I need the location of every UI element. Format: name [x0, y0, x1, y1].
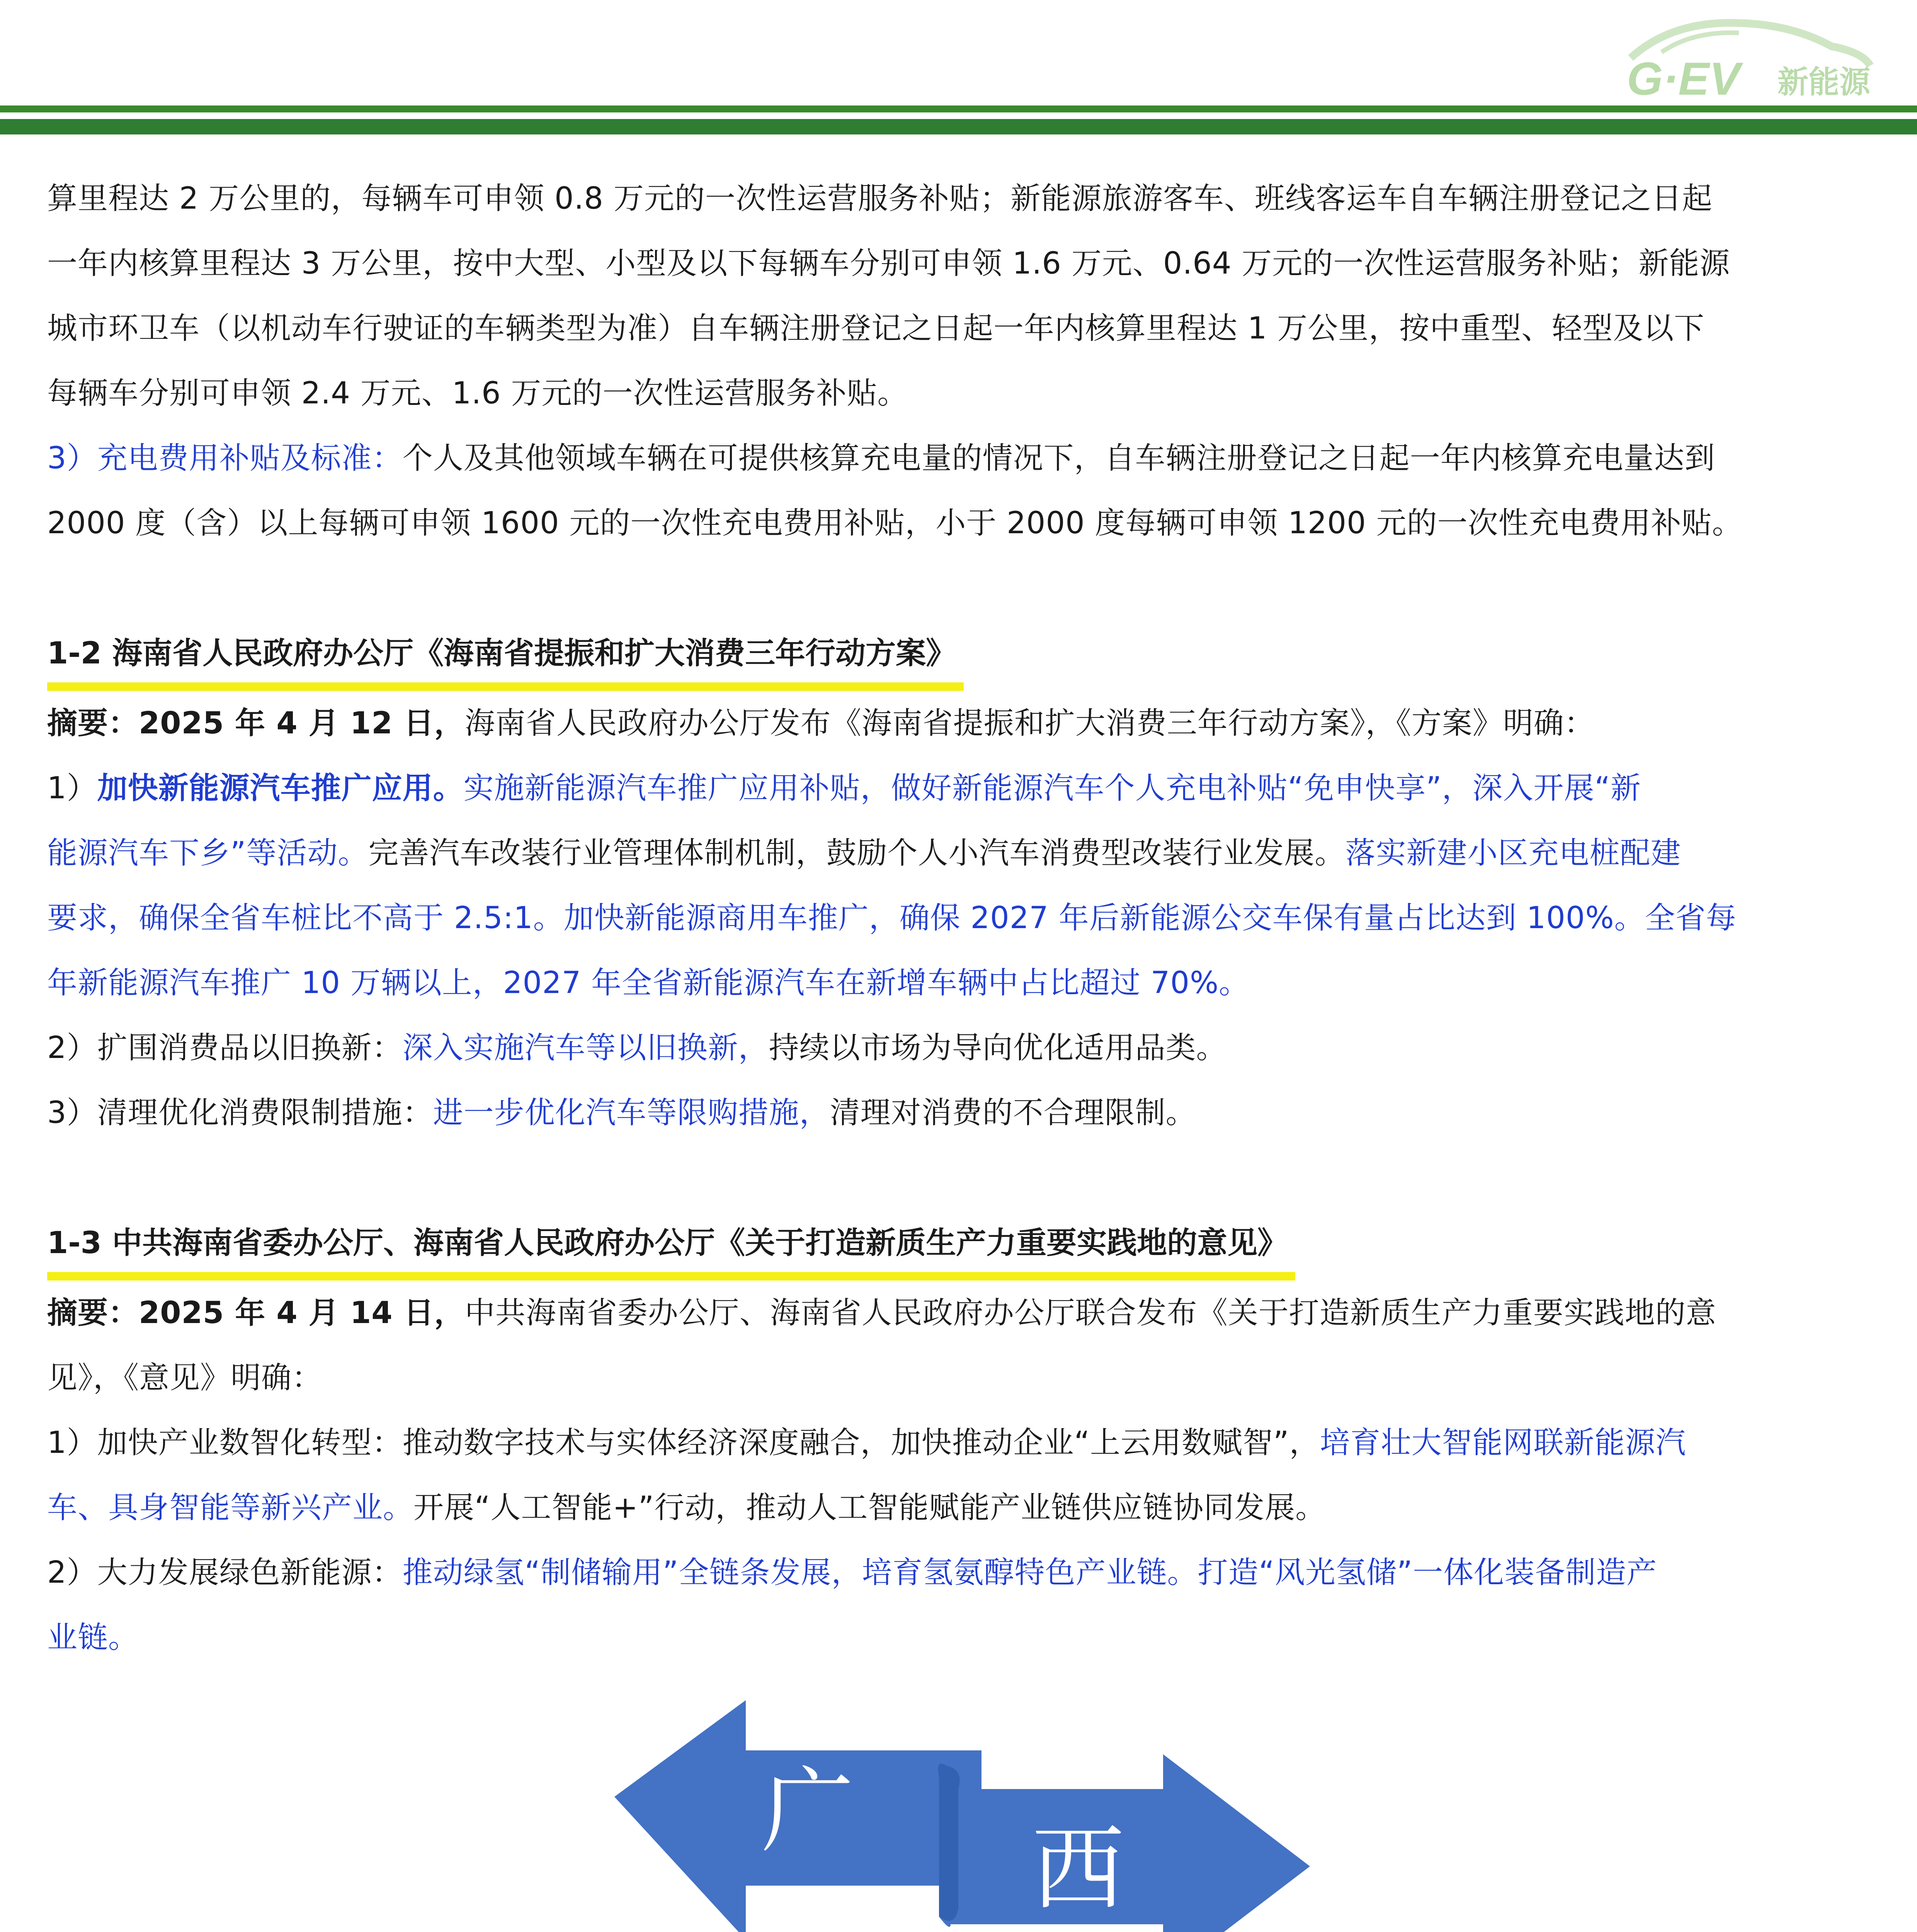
summary-line-cont: 见》，《意见》明确： [47, 1361, 323, 1395]
list-item: 2）扩围消费品以旧换新：深入实施汽车等以旧换新，持续以市场为导向优化适用品类。 [47, 1031, 1227, 1065]
header-rule-thin [0, 105, 1917, 112]
summary-line: 摘要：2025 年 4 月 12 日，海南省人民政府办公厅发布《海南省提振和扩大消费三年行动方案》，《方案》明确： [47, 706, 1595, 741]
section-heading-1-2: 1-2 海南省人民政府办公厅《海南省提振和扩大消费三年行动方案》 [47, 624, 964, 691]
banner-char-left: 广 [761, 1757, 854, 1865]
gev-logo [1615, 15, 1886, 104]
paragraph-line: 城市环卫车（以机动车行驶证的车辆类型为准）自车辆注册登记之日起一年内核算里程达 1 万公里，按中重型、轻型及以下 [47, 311, 1705, 346]
charge-subsidy-label: 3）充电费用补贴及标准： [47, 441, 403, 476]
paragraph-line: 一年内核算里程达 3 万公里，按中大型、小型及以下每辆车分别可申领 1.6 万元、0.64 万元的一次性运营服务补贴；新能源 [47, 246, 1730, 281]
list-item-cont: 能源汽车下乡”等活动。完善汽车改装行业管理体制机制，鼓励个人小汽车消费型改装行业发展。落实新建小区充电桩配建 [47, 836, 1681, 871]
paragraph-line: 2000 度（含）以上每辆可申领 1600 元的一次性充电费用补贴，小于 2000 度每辆可申领 1200 元的一次性充电费用补贴。 [47, 506, 1743, 541]
logo-text: G·EV [1627, 53, 1740, 104]
section-heading-1-3: 1-3 中共海南省委办公厅、海南省人民政府办公厅《关于打造新质生产力重要实践地的意见》 [47, 1214, 1295, 1281]
document-body [47, 166, 1871, 1932]
banner-char-right: 西 [1032, 1815, 1125, 1923]
list-item: 1）加快新能源汽车推广应用。实施新能源汽车推广应用补贴，做好新能源汽车个人充电补贴“免申快享”，深入开展“新 [47, 771, 1641, 806]
region-banner [614, 1700, 1310, 1932]
summary-line: 摘要：2025 年 4 月 14 日，中共海南省委办公厅、海南省人民政府办公厅联合发布《关于打造新质生产力重要实践地的意 [47, 1296, 1716, 1330]
list-item-cont: 要求，确保全省车桩比不高于 2.5:1。加快新能源商用车推广，确保 2027 年后新能源公交车保有量占比达到 100%。全省每 [47, 901, 1737, 935]
list-item: 3）清理优化消费限制措施：进一步优化汽车等限购措施，清理对消费的不合理限制。 [47, 1095, 1196, 1130]
list-item-cont: 年新能源汽车推广 10 万辆以上，2027 年全省新能源汽车在新增车辆中占比超过 70%。 [47, 966, 1250, 1000]
list-item-cont: 车、具身智能等新兴产业。开展“人工智能+”行动，推动人工智能赋能产业链供应链协同发展。 [47, 1490, 1326, 1525]
paragraph-line: 每辆车分别可申领 2.4 万元、1.6 万元的一次性运营服务补贴。 [47, 376, 908, 411]
header-rule-thick [0, 119, 1917, 134]
list-item: 2）大力发展绿色新能源：推动绿氢“制储输用”全链条发展，培育氢氨醇特色产业链。打造“风光氢储”一体化装备制造产 [47, 1555, 1657, 1590]
paragraph-line: 算里程达 2 万公里的，每辆车可申领 0.8 万元的一次性运营服务补贴；新能源旅游客车、班线客运车自车辆注册登记之日起 [47, 181, 1713, 216]
list-item: 1）加快产业数智化转型：推动数字技术与实体经济深度融合，加快推动企业“上云用数赋智”，培育壮大智能网联新能源汽 [47, 1425, 1686, 1460]
charge-subsidy-line: 3）充电费用补贴及标准：个人及其他领域车辆在可提供核算充电量的情况下，自车辆注册登记之日起一年内核算充电量达到 [47, 441, 1715, 476]
list-item-cont: 业链。 [47, 1620, 139, 1655]
logo-subtitle: 新能源 [1778, 64, 1870, 100]
